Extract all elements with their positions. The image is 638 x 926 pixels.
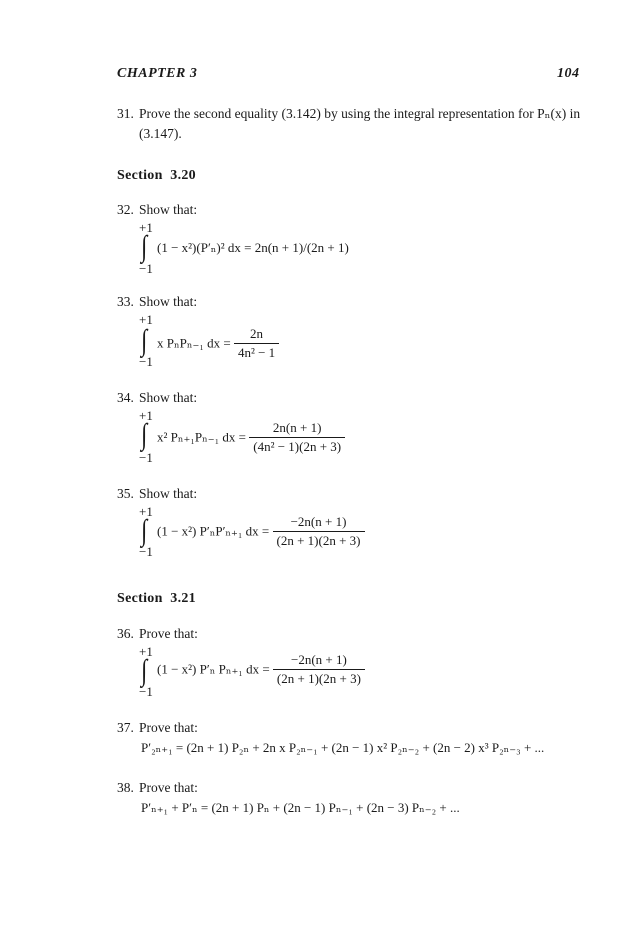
problem-32-equation: (1 − x²)(P′ₙ)² dx = 2n(n + 1)/(2n + 1) xyxy=(157,240,349,255)
problem-36-integrand: (1 − x²) P′ₙ Pₙ₊₁ dx = xyxy=(157,661,270,677)
fraction-numerator: 2n(n + 1) xyxy=(272,420,322,435)
problem-35-fraction xyxy=(273,514,365,549)
section-heading-3-20 xyxy=(117,168,196,184)
problem-35-prompt: Show that: xyxy=(139,486,198,501)
problem-number-32: 32. xyxy=(117,202,134,217)
problem-38-equation: P′ₙ₊₁ + P′ₙ = (2n + 1) Pₙ + (2n − 1) Pₙ₋₁ + (2n − 3) Pₙ₋₂ + ... xyxy=(141,800,460,815)
problem-number-35: 35. xyxy=(117,486,134,501)
problem-33-fraction xyxy=(234,326,279,361)
problem-number-34: 34. xyxy=(117,390,134,405)
problem-34-integrand: x² Pₙ₊₁Pₙ₋₁ dx = xyxy=(157,429,246,445)
integral-lower-limit: −1 xyxy=(139,684,153,699)
problem-34-equation xyxy=(157,420,345,455)
problem-36-prompt: Prove that: xyxy=(139,626,198,641)
problem-35-integrand: (1 − x²) P′ₙP′ₙ₊₁ dx = xyxy=(157,523,270,539)
problem-33-equation xyxy=(157,326,279,361)
problem-33-integrand: x PₙPₙ₋₁ dx = xyxy=(157,335,231,351)
problem-37-equation: P′₂ₙ₊₁ = (2n + 1) P₂ₙ + 2n x P₂ₙ₋₁ + (2n − 1) x² P₂ₙ₋₂ + (2n − 2) x³ P₂ₙ₋₃ + ... xyxy=(141,740,545,755)
integral-upper-limit: +1 xyxy=(139,312,153,327)
integral-lower-limit: −1 xyxy=(139,261,153,276)
section-heading-3-21 xyxy=(117,591,196,607)
problem-38-prompt: Prove that: xyxy=(139,780,198,795)
integral-lower-limit: −1 xyxy=(139,544,153,559)
chapter-heading: CHAPTER 3 xyxy=(117,66,198,81)
section-label: Section xyxy=(117,591,163,606)
integral-lower-limit: −1 xyxy=(139,354,153,369)
problem-35-equation xyxy=(157,514,365,549)
problem-number-38: 38. xyxy=(117,780,134,795)
integral-upper-limit: +1 xyxy=(139,644,153,659)
problem-34-fraction xyxy=(249,420,345,455)
integral-sign-icon: ∫ xyxy=(141,514,148,547)
integral-sign-icon: ∫ xyxy=(141,324,148,357)
integral-upper-limit: +1 xyxy=(139,220,153,235)
problem-31-text-line2: (3.147). xyxy=(139,126,182,141)
fraction-numerator: −2n(n + 1) xyxy=(291,652,347,667)
problem-33-prompt: Show that: xyxy=(139,294,198,309)
fraction-numerator: 2n xyxy=(250,326,264,341)
problem-37-prompt: Prove that: xyxy=(139,720,198,735)
fraction-denominator: (2n + 1)(2n + 3) xyxy=(273,531,365,549)
integral-upper-limit: +1 xyxy=(139,504,153,519)
fraction-denominator: 4n² − 1 xyxy=(234,343,279,361)
integral-upper-limit: +1 xyxy=(139,408,153,423)
integral-sign-icon: ∫ xyxy=(141,418,148,451)
problem-36-fraction xyxy=(273,652,365,687)
section-number: 3.20 xyxy=(170,168,196,183)
problem-31-text-line1: Prove the second equality (3.142) by using the integral representation for Pₙ(x) in xyxy=(139,106,581,121)
integral-sign-icon: ∫ xyxy=(141,654,148,687)
problem-32-prompt: Show that: xyxy=(139,202,198,217)
integral-lower-limit: −1 xyxy=(139,450,153,465)
fraction-denominator: (4n² − 1)(2n + 3) xyxy=(249,437,345,455)
problem-34-prompt: Show that: xyxy=(139,390,198,405)
problem-number-33: 33. xyxy=(117,294,134,309)
integral-sign-icon: ∫ xyxy=(141,230,148,263)
section-label: Section xyxy=(117,168,163,183)
problem-number-31: 31. xyxy=(117,106,134,121)
page-number: 104 xyxy=(557,66,580,81)
fraction-numerator: −2n(n + 1) xyxy=(290,514,347,529)
fraction-denominator: (2n + 1)(2n + 3) xyxy=(273,669,365,687)
problem-number-37: 37. xyxy=(117,720,134,735)
problem-number-36: 36. xyxy=(117,626,134,641)
problem-36-equation xyxy=(157,652,365,687)
section-number: 3.21 xyxy=(170,591,196,606)
